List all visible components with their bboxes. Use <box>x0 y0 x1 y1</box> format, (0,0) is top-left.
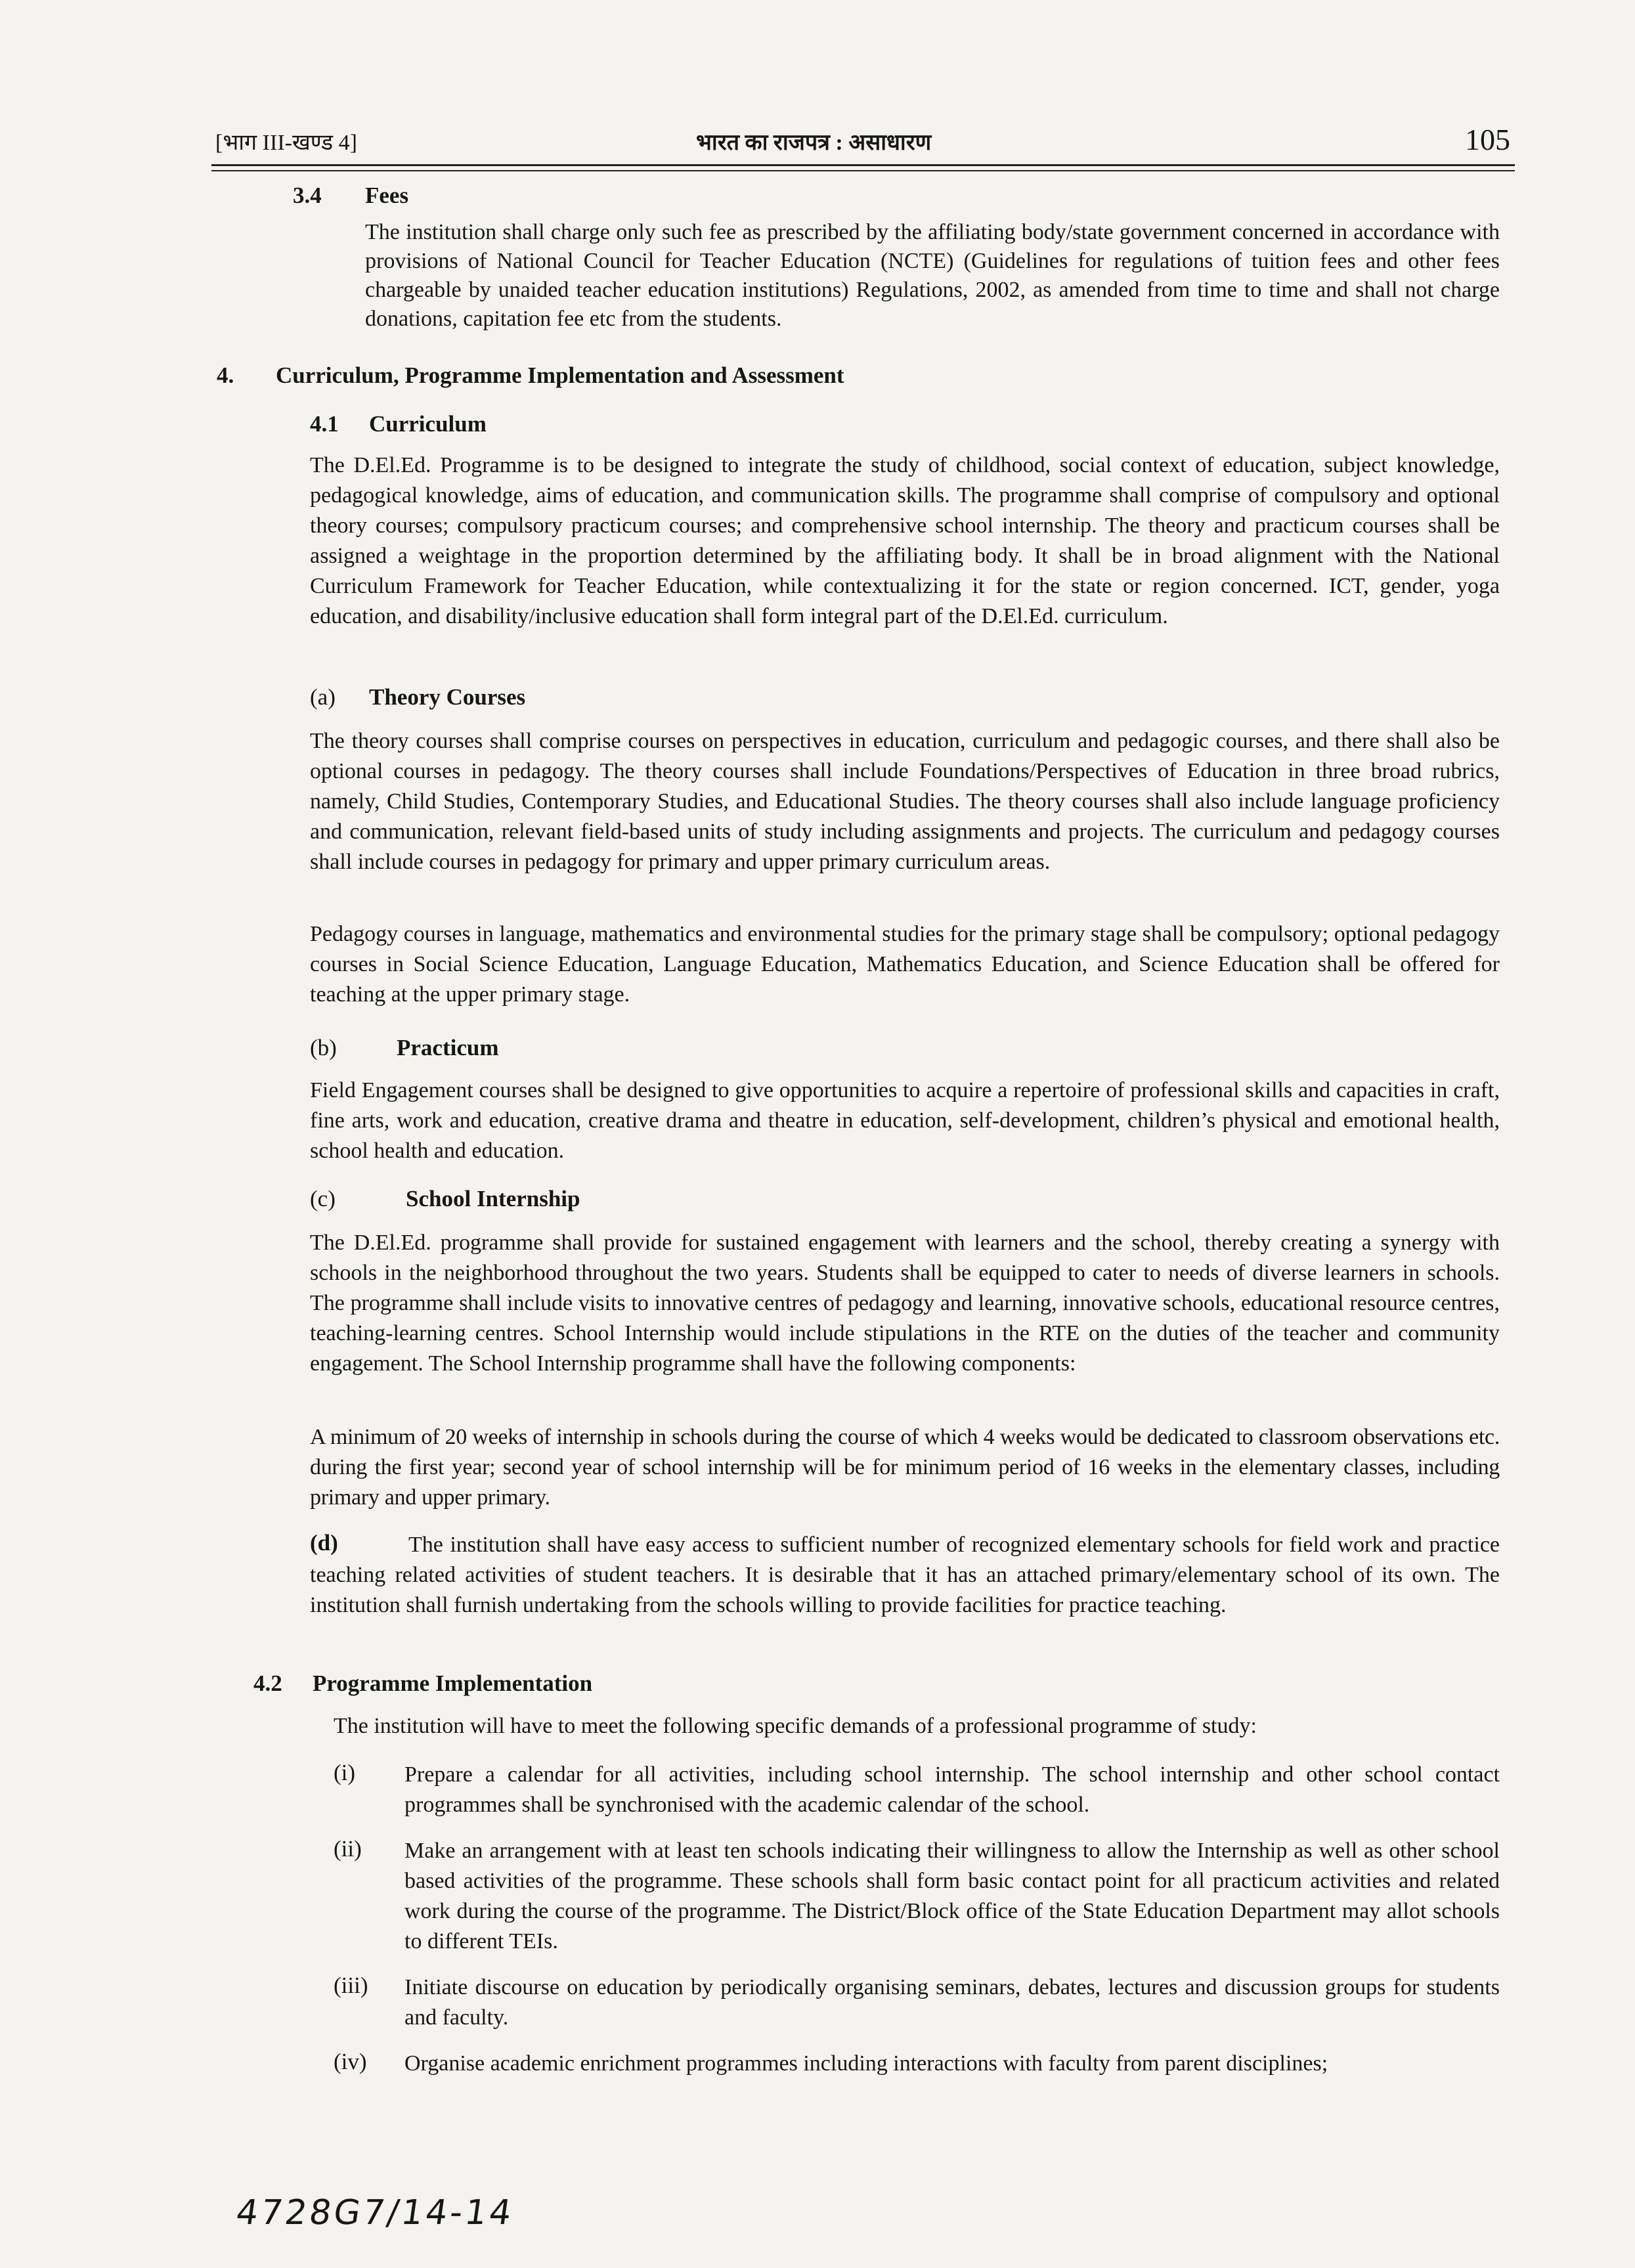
section-3-4-title: Fees <box>365 183 409 208</box>
subsection-b-label: (b) <box>310 1035 337 1060</box>
section-4-number: 4. <box>217 362 234 388</box>
list-item-ii-text: Make an arrangement with at least ten schools indicating their willingness to allow the Internship as well as other school based activities of the programme. These schools shall form basic contact point for all practicum activities and related work during the course of the programme. The District/Block office of the State Education Department may allot schools to different TEIs. <box>404 1839 1500 1953</box>
page-number: 105 <box>1465 123 1510 156</box>
section-4-2-intro: The institution will have to meet the following specific demands of a professional programme of study: <box>334 1714 1257 1738</box>
list-item-iv-text: Organise academic enrichment programmes including interactions with faculty from parent disciplines; <box>404 2051 1328 2076</box>
subsection-c-title: School Internship <box>406 1186 580 1211</box>
section-4-2-number: 4.2 <box>253 1670 282 1696</box>
subsection-b-title: Practicum <box>397 1035 499 1060</box>
subsection-d-label: (d) <box>310 1530 338 1556</box>
subsection-c-para-1: The D.El.Ed. programme shall provide for sustained engagement with learners and the school, thereby creating a synergy with schools in the neighborhood throughout the two years. Students shall be equipped to cater to needs of diverse learners in schools. The programme shall include visits to innovative centres of pedagogy and learning, innovative schools, educational resource centres, teaching-learning centres. School Internship would include stipulations in the RTE on the duties of the teacher and community engagement. The School Internship programme shall have the following components: <box>310 1231 1500 1376</box>
header-gazette-title: भारत का राजपत्र : असाधारण <box>696 131 932 155</box>
header-rule <box>211 164 1515 166</box>
list-item-i-label: (i) <box>334 1760 356 1785</box>
section-4-1-text: The D.El.Ed. Programme is to be designed to integrate the study of childhood, social context of education, subject knowledge, pedagogical knowledge, aims of education, and communication skills. The programme shall comprise of compulsory and optional theory courses; compulsory practicum courses; and comprehensive school internship. The theory and practicum courses shall be assigned a weightage in the proportion determined by the affiliating body. It shall be in broad alignment with the National Curriculum Framework for Teacher Education, while contextualizing it for the state or region concerned. ICT, gender, yoga education, and disability/inclusive education shall form integral part of the D.El.Ed. curriculum. <box>310 453 1500 628</box>
list-item-iii-label: (iii) <box>334 1973 368 1998</box>
subsection-a-label: (a) <box>310 684 336 710</box>
section-3-4-text: The institution shall charge only such fee as prescribed by the affiliating body/state government concerned in accordance with provisions of National Council for Teacher Education (NCTE) (Guidelines for regulations of tuition fees and other fees chargeable by unaided teacher education institutions) Regulations, 2002, as amended from time to time and shall not charge donations, capitation fee etc from the students. <box>365 220 1500 331</box>
subsection-a-title: Theory Courses <box>369 684 526 710</box>
header-rule-thin <box>211 170 1515 171</box>
subsection-a-para-1: The theory courses shall comprise courses on perspectives in education, curriculum and pedagogic courses, and there shall also be optional courses in pedagogy. The theory courses shall include Foundations/Perspectives of Education in three broad rubrics, namely, Child Studies, Contemporary Studies, and Educational Studies. The theory courses shall also include language proficiency and communication, relevant field-based units of study including assignments and projects. The curriculum and pedagogy courses shall include courses in pedagogy for primary and upper primary curriculum areas. <box>310 729 1500 874</box>
section-4-2-title: Programme Implementation <box>313 1670 593 1696</box>
header-section-label: [भाग III-खण्ड 4] <box>215 131 357 155</box>
handwritten-reference: 4728G7/14-14 <box>233 2193 517 2233</box>
subsection-d-text: The institution shall have easy access to sufficient number of recognized elementary schools for field work and practice teaching related activities of student teachers. It is desirable that it has an attached primary/elementary school of its own. The institution shall furnish undertaking from the schools willing to provide facilities for practice teaching. <box>310 1533 1500 1617</box>
section-4-1-title: Curriculum <box>369 411 487 437</box>
section-4-1-number: 4.1 <box>310 411 339 437</box>
subsection-c-para-2: A minimum of 20 weeks of internship in schools during the course of which 4 weeks would be dedicated to classroom observations etc. during the first year; second year of school internship will be for minimum period of 16 weeks in the elementary classes, including primary and upper primary. <box>310 1425 1500 1510</box>
list-item-iii-text: Initiate discourse on education by periodically organising seminars, debates, lectures and discussion groups for students and faculty. <box>404 1975 1500 2030</box>
section-3-4-number: 3.4 <box>293 183 322 208</box>
list-item-ii-label: (ii) <box>334 1836 362 1862</box>
subsection-c-label: (c) <box>310 1186 336 1211</box>
subsection-b-text: Field Engagement courses shall be designed to give opportunities to acquire a repertoire of professional skills and capacities in craft, fine arts, work and education, creative drama and theatre in education, self-development, children’s physical and emotional health, school health and education. <box>310 1078 1500 1163</box>
list-item-i-text: Prepare a calendar for all activities, including school internship. The school internship and other school contact programmes shall be synchronised with the academic calendar of the school. <box>404 1762 1500 1817</box>
list-item-iv-label: (iv) <box>334 2049 367 2074</box>
subsection-a-para-2: Pedagogy courses in language, mathematics and environmental studies for the primary stage shall be compulsory; optional pedagogy courses in Social Science Education, Language Education, Mathematics Education, and Science Education shall be offered for teaching at the upper primary stage. <box>310 922 1500 1007</box>
section-4-title: Curriculum, Programme Implementation and Assessment <box>276 362 844 388</box>
